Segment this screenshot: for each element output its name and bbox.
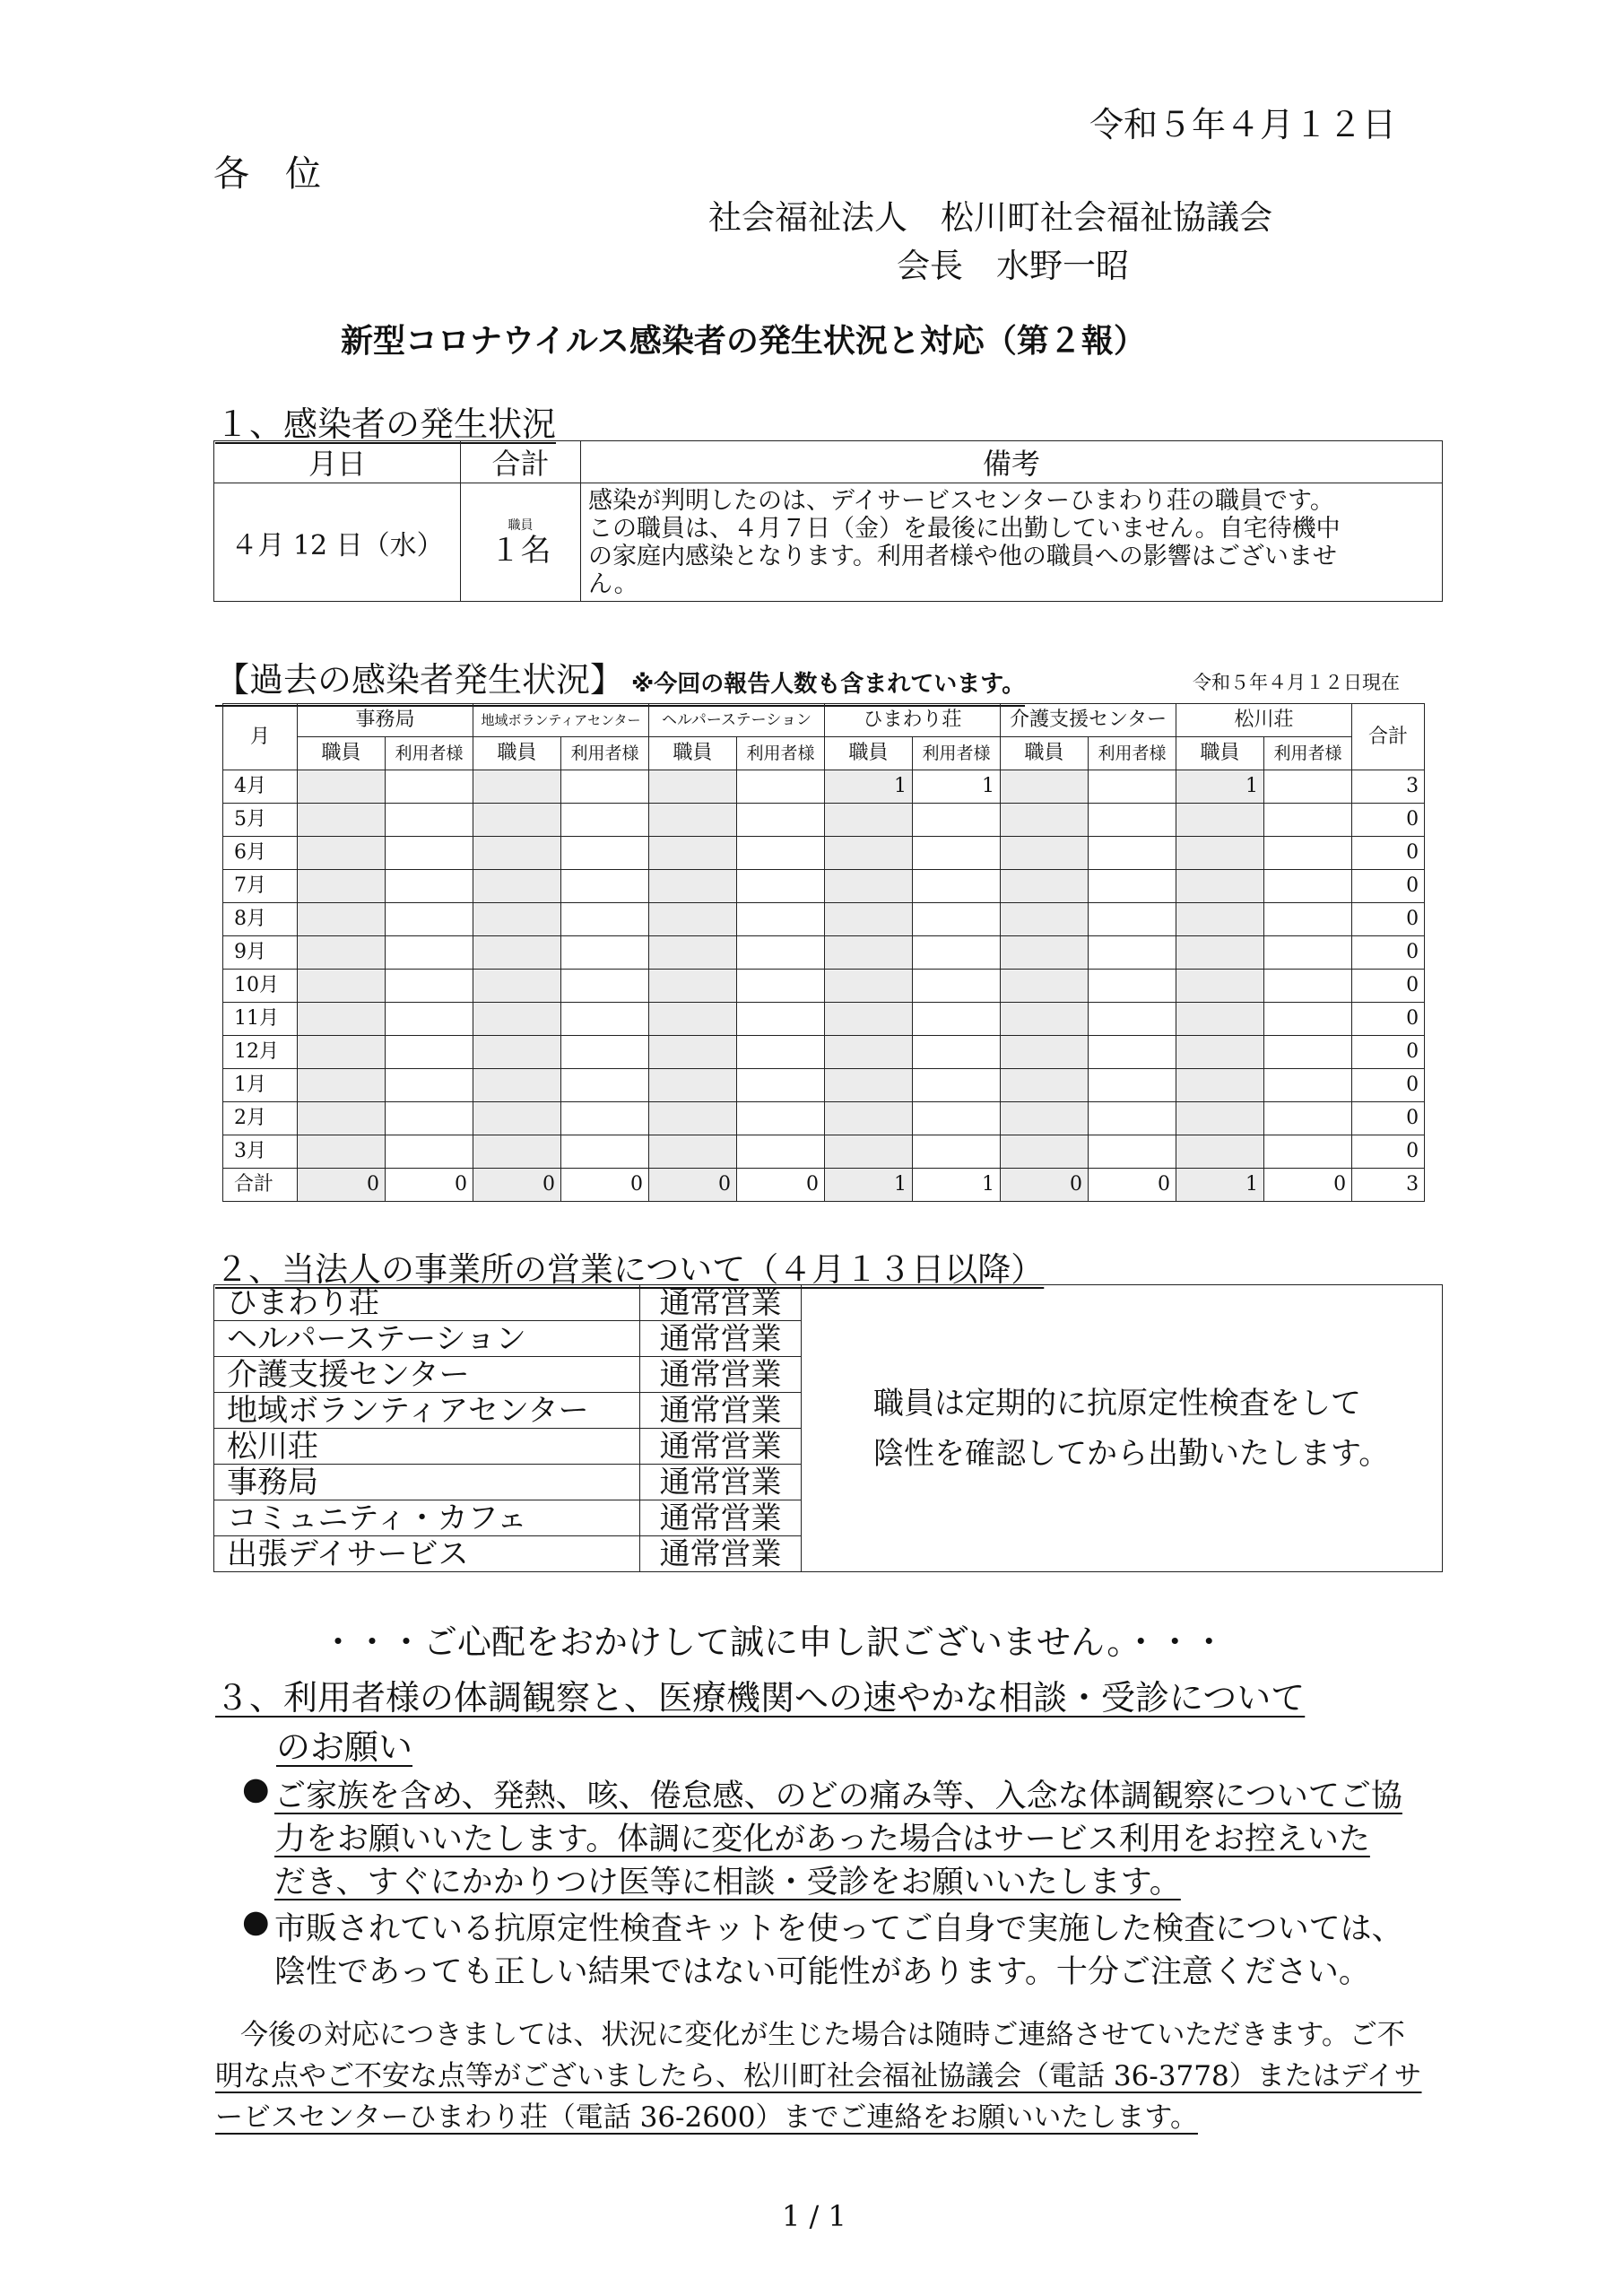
table-row <box>223 870 1425 903</box>
user-count-cell <box>386 903 473 936</box>
staff-count-cell <box>825 970 913 1003</box>
staff-count-cell <box>825 837 913 870</box>
sub-header-staff: 職員 <box>1176 737 1264 770</box>
user-count-cell <box>737 1135 825 1169</box>
row-total-cell: 0 <box>1352 1003 1425 1036</box>
status-cell: 通常営業 <box>640 1429 802 1465</box>
month-cell: 2月 <box>223 1102 298 1135</box>
staff-count-cell: 1 <box>825 1169 913 1202</box>
past-heading <box>215 652 1025 707</box>
user-count-cell <box>1089 1069 1176 1102</box>
staff-count-cell <box>1176 970 1264 1003</box>
staff-count-cell <box>1001 1069 1089 1102</box>
sub-header-users: 利用者様 <box>386 737 473 770</box>
user-count-cell <box>913 903 1001 936</box>
staff-count-cell <box>1176 903 1264 936</box>
page-number: 1 / 1 <box>782 2199 846 2233</box>
user-count-cell <box>386 870 473 903</box>
table-row <box>223 903 1425 936</box>
staff-count-cell <box>473 936 561 970</box>
staff-count-cell <box>825 1102 913 1135</box>
staff-count-cell <box>825 903 913 936</box>
facility-name-cell: 事務局 <box>214 1465 640 1500</box>
row-total-cell: 0 <box>1352 1135 1425 1169</box>
past-as-of-date: 令和５年４月１２日現在 <box>1193 672 1400 693</box>
remarks-line: の家庭内感染となります。利用者様や他の職員への影響はございませ <box>588 542 1337 570</box>
staff-count-cell <box>1176 936 1264 970</box>
table-row <box>223 1036 1425 1069</box>
user-count-cell <box>913 870 1001 903</box>
sub-header-users: 利用者様 <box>913 737 1001 770</box>
sub-header-staff: 職員 <box>649 737 737 770</box>
user-count-cell <box>386 1036 473 1069</box>
staff-count-cell <box>1176 804 1264 837</box>
user-count-cell <box>561 1036 649 1069</box>
staff-count-cell <box>298 1036 386 1069</box>
count-label: 職員 <box>508 517 534 533</box>
user-count-cell <box>913 804 1001 837</box>
staff-count-cell: 0 <box>473 1169 561 1202</box>
document-title: 新型コロナウイルス感染者の発生状況と対応（第２報） <box>341 323 1146 360</box>
table-row <box>223 936 1425 970</box>
row-total-cell: 3 <box>1352 770 1425 804</box>
row-total-cell: 0 <box>1352 1069 1425 1102</box>
month-cell: 5月 <box>223 804 298 837</box>
staff-count-cell <box>298 1003 386 1036</box>
past-heading-note: ※今回の報告人数も含まれています。 <box>631 671 1026 698</box>
facility-name-cell: ひまわり荘 <box>214 1285 640 1321</box>
remarks-line: この職員は、４月７日（金）を最後に出勤していません。自宅待機中 <box>588 514 1341 543</box>
user-count-cell <box>561 970 649 1003</box>
sender-name: 会長 水野一昭 <box>897 247 1129 285</box>
table-row <box>223 1003 1425 1036</box>
status-cell: 通常営業 <box>640 1536 802 1572</box>
sub-header-users: 利用者様 <box>1264 737 1352 770</box>
staff-count-cell <box>649 1069 737 1102</box>
user-count-cell <box>386 770 473 804</box>
user-count-cell <box>737 903 825 936</box>
status-cell: 通常営業 <box>640 1465 802 1500</box>
infection-report-table <box>213 440 1443 602</box>
user-count-cell <box>913 1003 1001 1036</box>
user-count-cell <box>913 936 1001 970</box>
row-total-cell: 0 <box>1352 1102 1425 1135</box>
header-remarks: 備考 <box>581 441 1443 483</box>
staff-count-cell <box>649 870 737 903</box>
staff-count-cell <box>298 837 386 870</box>
status-cell: 通常営業 <box>640 1393 802 1429</box>
facility-header: ひまわり荘 <box>825 704 1001 737</box>
table-row <box>223 837 1425 870</box>
past-table-body <box>223 770 1425 1202</box>
month-cell: 7月 <box>223 870 298 903</box>
total-header: 合計 <box>1352 704 1425 770</box>
month-cell: 4月 <box>223 770 298 804</box>
staff-count-cell <box>298 870 386 903</box>
facility-name-cell: 松川荘 <box>214 1429 640 1465</box>
bullet2-line: 市販されている抗原定性検査キットを使ってご自身で実施した検査については、 <box>274 1911 1403 1947</box>
staff-count-cell <box>1176 1036 1264 1069</box>
staff-count-cell <box>298 936 386 970</box>
user-count-cell <box>1264 837 1352 870</box>
user-count-cell: 0 <box>1264 1169 1352 1202</box>
row-total-cell: 0 <box>1352 936 1425 970</box>
user-count-cell <box>1264 903 1352 936</box>
facility-name-cell: 介護支援センター <box>214 1357 640 1393</box>
staff-testing-note <box>802 1285 1443 1572</box>
user-count-cell <box>1089 903 1176 936</box>
report-count-cell <box>461 483 581 602</box>
user-count-cell: 0 <box>1089 1169 1176 1202</box>
user-count-cell <box>1264 936 1352 970</box>
user-count-cell <box>737 1102 825 1135</box>
staff-count-cell: 1 <box>825 770 913 804</box>
table-row <box>223 970 1425 1003</box>
user-count-cell <box>561 837 649 870</box>
user-count-cell <box>737 770 825 804</box>
user-count-cell <box>386 1135 473 1169</box>
user-count-cell: 0 <box>737 1169 825 1202</box>
month-cell: 12月 <box>223 1036 298 1069</box>
staff-count-cell <box>1176 1069 1264 1102</box>
closing-line: ービスセンターひまわり荘（電話 36-2600）までご連絡をお願いいたします。 <box>215 2101 1198 2134</box>
staff-count-cell <box>649 837 737 870</box>
facility-header: 地域ボランティアセンター <box>473 704 649 737</box>
row-total-cell: 0 <box>1352 1036 1425 1069</box>
staff-count-cell <box>473 970 561 1003</box>
staff-count-cell <box>298 804 386 837</box>
user-count-cell <box>737 1069 825 1102</box>
business-status-body <box>214 1285 1443 1572</box>
month-header: 月 <box>223 704 298 770</box>
user-count-cell <box>913 837 1001 870</box>
user-count-cell <box>386 936 473 970</box>
user-count-cell <box>386 970 473 1003</box>
staff-count-cell <box>473 1102 561 1135</box>
staff-count-cell: 1 <box>1176 770 1264 804</box>
user-count-cell <box>1264 970 1352 1003</box>
status-cell: 通常営業 <box>640 1321 802 1357</box>
bullet2-line: 陰性であっても正しい結果ではない可能性があります。十分ご注意ください。 <box>274 1954 1370 1990</box>
sub-header-staff: 職員 <box>473 737 561 770</box>
user-count-cell <box>737 870 825 903</box>
table-row <box>223 804 1425 837</box>
closing-line: 明な点やご不安な点等がございましたら、松川町社会福祉協議会（電話 36-3778）またはデイサ <box>215 2060 1422 2092</box>
staff-count-cell <box>825 1003 913 1036</box>
table-row <box>223 1069 1425 1102</box>
header-total: 合計 <box>461 441 581 483</box>
apology-message: ・・・ご心配をおかけして誠に申し訳ございません。・・・ <box>321 1622 1227 1662</box>
user-count-cell <box>1089 804 1176 837</box>
staff-count-cell <box>825 1069 913 1102</box>
sub-header-users: 利用者様 <box>737 737 825 770</box>
document-date: 令和５年４月１２日 <box>1089 105 1397 144</box>
user-count-cell <box>561 1102 649 1135</box>
closing-line: 今後の対応につきましては、状況に変化が生じた場合は随時ご連絡させていただきます。ご不 <box>240 2019 1405 2051</box>
user-count-cell <box>561 804 649 837</box>
user-count-cell <box>386 837 473 870</box>
staff-count-cell <box>298 1135 386 1169</box>
user-count-cell <box>1089 837 1176 870</box>
user-count-cell <box>561 770 649 804</box>
month-cell: 9月 <box>223 936 298 970</box>
user-count-cell <box>561 1069 649 1102</box>
user-count-cell <box>1264 804 1352 837</box>
staff-count-cell: 1 <box>1176 1169 1264 1202</box>
user-count-cell <box>386 1069 473 1102</box>
staff-count-cell <box>825 870 913 903</box>
past-infection-table <box>222 703 1425 1202</box>
staff-count-cell: 0 <box>298 1169 386 1202</box>
report-date: ４月 12 日（水） <box>214 483 461 602</box>
facility-header: ヘルパーステーション <box>649 704 825 737</box>
staff-count-cell <box>825 804 913 837</box>
user-count-cell <box>1089 1135 1176 1169</box>
user-count-cell <box>1264 1102 1352 1135</box>
organization-name: 社会福祉法人 松川町社会福祉協議会 <box>708 198 1272 237</box>
staff-count-cell <box>1001 903 1089 936</box>
user-count-cell <box>913 1102 1001 1135</box>
staff-count-cell <box>473 770 561 804</box>
staff-count-cell <box>1001 870 1089 903</box>
status-cell: 通常営業 <box>640 1357 802 1393</box>
bullet1-line: 力をお願いいたします。体調に変化があった場合はサービス利用をお控えいた <box>274 1822 1370 1857</box>
user-count-cell: 0 <box>561 1169 649 1202</box>
user-count-cell: 0 <box>386 1169 473 1202</box>
staff-count-cell <box>1001 936 1089 970</box>
staff-count-cell: 0 <box>649 1169 737 1202</box>
staff-count-cell <box>1001 837 1089 870</box>
status-cell: 通常営業 <box>640 1500 802 1536</box>
month-cell: 3月 <box>223 1135 298 1169</box>
user-count-cell <box>1264 870 1352 903</box>
table-row <box>223 1102 1425 1135</box>
sub-header-staff: 職員 <box>298 737 386 770</box>
facility-header: 事務局 <box>298 704 473 737</box>
staff-count-cell <box>473 804 561 837</box>
note-line: 陰性を確認してから出勤いたします。 <box>873 1435 1390 1472</box>
staff-count-cell <box>473 870 561 903</box>
user-count-cell <box>737 970 825 1003</box>
user-count-cell <box>913 1036 1001 1069</box>
user-count-cell <box>561 1003 649 1036</box>
staff-count-cell: 0 <box>1001 1169 1089 1202</box>
user-count-cell <box>561 936 649 970</box>
staff-count-cell <box>649 1036 737 1069</box>
user-count-cell <box>561 903 649 936</box>
recipient: 各 位 <box>213 153 321 195</box>
month-cell: 1月 <box>223 1069 298 1102</box>
bullet-mark: ● <box>242 1904 270 1940</box>
staff-count-cell <box>1001 1036 1089 1069</box>
business-status-table <box>213 1284 1443 1572</box>
staff-count-cell <box>649 770 737 804</box>
user-count-cell <box>737 837 825 870</box>
staff-count-cell <box>649 936 737 970</box>
user-count-cell <box>1089 970 1176 1003</box>
user-count-cell <box>561 1135 649 1169</box>
user-count-cell <box>386 1102 473 1135</box>
bullet-mark: ● <box>242 1771 270 1807</box>
user-count-cell <box>1089 1102 1176 1135</box>
staff-count-cell <box>473 1069 561 1102</box>
facility-header: 介護支援センター <box>1001 704 1176 737</box>
user-count-cell <box>1264 770 1352 804</box>
user-count-cell <box>1264 1135 1352 1169</box>
user-count-cell <box>1089 1003 1176 1036</box>
row-total-cell: 0 <box>1352 837 1425 870</box>
user-count-cell <box>386 804 473 837</box>
user-count-cell <box>561 870 649 903</box>
sub-header-users: 利用者様 <box>1089 737 1176 770</box>
user-count-cell <box>386 1003 473 1036</box>
bullet1-line: ご家族を含め、発熱、咳、倦怠感、のどの痛み等、入念な体調観察についてご協 <box>274 1779 1402 1814</box>
staff-count-cell <box>649 970 737 1003</box>
facility-name-cell: 出張デイサービス <box>214 1536 640 1572</box>
user-count-cell: 1 <box>913 1169 1001 1202</box>
remarks-line: 感染が判明したのは、デイサービスセンターひまわり荘の職員です。 <box>588 486 1334 515</box>
row-total-cell: 0 <box>1352 870 1425 903</box>
facility-name-cell: 地域ボランティアセンター <box>214 1393 640 1429</box>
user-count-cell <box>1089 770 1176 804</box>
staff-count-cell <box>825 1135 913 1169</box>
month-cell: 11月 <box>223 1003 298 1036</box>
staff-count-cell <box>649 1135 737 1169</box>
staff-count-cell <box>473 1036 561 1069</box>
month-cell: 6月 <box>223 837 298 870</box>
row-total-cell: 0 <box>1352 970 1425 1003</box>
section1-heading: １、感染者の発生状況 <box>215 404 557 444</box>
header-date: 月日 <box>214 441 461 483</box>
bullet1-line: だき、すぐにかかりつけ医等に相談・受診をお願いいたします。 <box>274 1865 1181 1900</box>
user-count-cell: 1 <box>913 770 1001 804</box>
user-count-cell <box>913 1069 1001 1102</box>
staff-count-cell <box>1001 970 1089 1003</box>
report-remarks <box>581 483 1443 602</box>
staff-count-cell <box>473 837 561 870</box>
staff-count-cell <box>298 1102 386 1135</box>
staff-count-cell <box>298 1069 386 1102</box>
staff-count-cell <box>1001 1102 1089 1135</box>
user-count-cell <box>1089 936 1176 970</box>
staff-count-cell <box>298 903 386 936</box>
user-count-cell <box>737 804 825 837</box>
staff-count-cell <box>1001 1003 1089 1036</box>
month-cell: 8月 <box>223 903 298 936</box>
staff-count-cell <box>298 770 386 804</box>
row-total-cell: 0 <box>1352 903 1425 936</box>
facility-name-cell: コミュニティ・カフェ <box>214 1500 640 1536</box>
month-cell: 10月 <box>223 970 298 1003</box>
staff-count-cell <box>1176 837 1264 870</box>
sub-header-users: 利用者様 <box>561 737 649 770</box>
user-count-cell <box>1264 1069 1352 1102</box>
staff-count-cell <box>473 903 561 936</box>
table-row <box>223 1169 1425 1202</box>
staff-count-cell <box>298 970 386 1003</box>
staff-count-cell <box>1001 770 1089 804</box>
sub-header-staff: 職員 <box>1001 737 1089 770</box>
note-line: 職員は定期的に抗原定性検査をして <box>873 1385 1361 1422</box>
staff-count-cell <box>825 936 913 970</box>
user-count-cell <box>737 1003 825 1036</box>
table-row <box>223 1135 1425 1169</box>
section3-heading-line2: のお願い <box>276 1727 413 1767</box>
table-row <box>223 770 1425 804</box>
staff-count-cell <box>1176 1003 1264 1036</box>
staff-count-cell <box>473 1003 561 1036</box>
month-cell: 合計 <box>223 1169 298 1202</box>
staff-count-cell <box>1176 870 1264 903</box>
facility-header: 松川荘 <box>1176 704 1352 737</box>
section3-heading-line1: ３、利用者様の体調観察と、医療機関への速やかな相談・受診について <box>215 1678 1306 1718</box>
staff-count-cell <box>825 1036 913 1069</box>
user-count-cell <box>1264 1036 1352 1069</box>
user-count-cell <box>913 1135 1001 1169</box>
sub-header-staff: 職員 <box>825 737 913 770</box>
user-count-cell <box>1089 870 1176 903</box>
table-row <box>214 1285 1443 1321</box>
staff-count-cell <box>1176 1102 1264 1135</box>
user-count-cell <box>913 970 1001 1003</box>
staff-count-cell <box>1001 804 1089 837</box>
staff-count-cell <box>473 1135 561 1169</box>
user-count-cell <box>1089 1036 1176 1069</box>
staff-count-cell <box>649 804 737 837</box>
staff-count-cell <box>649 1003 737 1036</box>
staff-count-cell <box>1176 1135 1264 1169</box>
section2-heading: ２、当法人の事業所の営業について（４月１３日以降） <box>215 1250 1045 1289</box>
user-count-cell <box>737 936 825 970</box>
status-cell: 通常営業 <box>640 1285 802 1321</box>
count-value: １名 <box>490 532 551 569</box>
facility-name-cell: ヘルパーステーション <box>214 1321 640 1357</box>
staff-count-cell <box>1001 1135 1089 1169</box>
staff-count-cell <box>649 1102 737 1135</box>
user-count-cell <box>1264 1003 1352 1036</box>
user-count-cell <box>737 1036 825 1069</box>
row-total-cell: 0 <box>1352 804 1425 837</box>
remarks-line: ん。 <box>588 570 638 598</box>
past-heading-title: 【過去の感染者発生状況】 <box>215 660 625 700</box>
row-total-cell: 3 <box>1352 1169 1425 1202</box>
staff-count-cell <box>649 903 737 936</box>
